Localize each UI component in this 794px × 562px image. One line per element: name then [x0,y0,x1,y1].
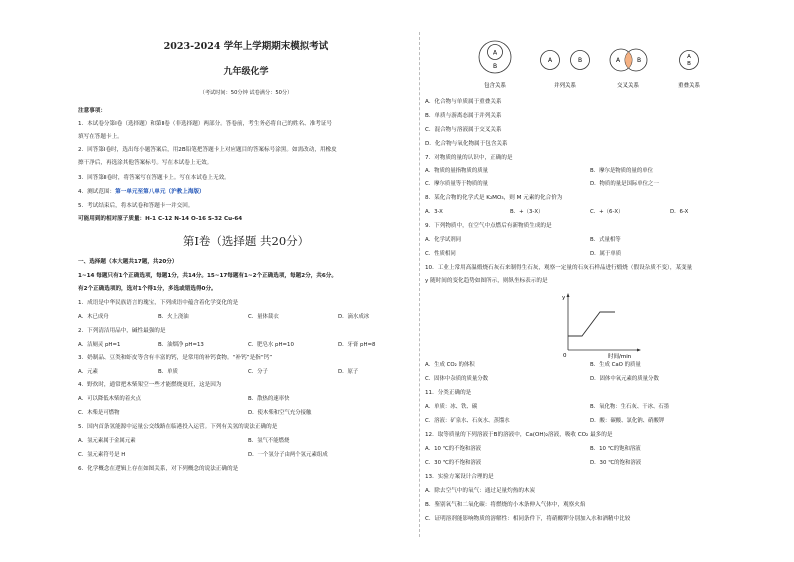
overlap-label-b: B [687,61,691,67]
graph-y-label: y [562,295,566,301]
parallel-label-b: B [577,57,583,64]
exam-info: （考试时间：50分钟 试卷满分：50分） [199,90,293,96]
q6-stem: 6．化学概念在逻辑上存在如图关系，对下列概念的说法正确的是 [78,466,239,472]
q8-option-d[interactable]: D．6-X [670,209,689,215]
q7-option-b[interactable]: B．摩尔是物质的量的单位 [590,168,653,174]
q4-option-c[interactable]: C．木柴是可燃物 [78,410,120,416]
section1-desc-1: 1~14 每题只有1个正确选项，每题1分，共14分。15~17每题有1~2个正确选项，每题2分，共6分。 [78,273,337,279]
q1-stem: 1．成语是中华民族语言的瑰宝，下列成语中蕴含着化学变化的是 [78,300,239,306]
q2-option-a[interactable]: A．洁厕灵 pH=1 [78,342,121,348]
q9-option-d[interactable]: D．属于单质 [590,251,622,257]
q11-option-a[interactable]: A．单质：冰、铁、碳 [425,404,478,410]
note-2b: 擦干净后，再选涂其他答案标号。写在本试卷上无效。 [78,160,213,166]
graph-curve [568,312,615,336]
section1-desc-2: 有2个正确选项的，选对1个得1分，多选或错选得0分。 [78,286,217,292]
graph-x-arrow [637,349,641,352]
note-5: 5．考试结束后，将本试卷和答题卡一并交回。 [78,203,194,209]
graph-origin-label: 0 [563,353,567,359]
q12-option-c[interactable]: C．30 ℃的不饱和溶液 [425,460,482,466]
q5-option-b[interactable]: B．氢气不能燃烧 [248,438,290,444]
q10-option-d[interactable]: D．固体中氧元素的质量分数 [590,376,659,382]
q10-line-2: y 随时间的变化趋势如图所示，则纵坐标表示的是 [425,278,548,284]
q11-option-b[interactable]: B．氧化物：生石灰、干冰、石墨 [590,404,670,410]
q12-option-a[interactable]: A．10 ℃的不饱和溶液 [425,446,482,452]
q4-stem: 4．野炊时，通常把木柴架空一些才能燃烧更旺，这是因为 [78,382,222,388]
exam-subject: 九年级化学 [223,67,269,77]
q9-option-c[interactable]: C．性质相同 [425,251,456,257]
section1-heading: 一、选择题（本大题共17题，共20分） [78,259,178,265]
q10-line-1: 10．工业上常用高温煅烧石灰石来制得生石灰，观察一定量的石灰石样品进行煅烧（假设杂质不变），某变量 [425,265,693,271]
note-3: 3．回答第Ⅱ卷时，将答案写在答题卡上。写在本试卷上无效。 [78,175,230,181]
note-2a: 2．回答第Ⅰ卷时，选出每小题答案后，用2B铅笔把答题卡上对应题目的答案标号涂黑。如需改动，用橡皮 [78,147,337,153]
q11-option-d[interactable]: D．酸：碳酸、氯化钠、硝酸钾 [590,418,665,424]
overlap-label-a: A [687,54,691,60]
q4-option-b[interactable]: B．散热的速率快 [248,396,290,402]
inclusion-label-b: B [492,63,498,70]
relation-diagram [425,30,725,96]
graph-y-arrow [567,293,570,297]
q10-graph [560,290,650,360]
q1-option-a[interactable]: A．木已成舟 [78,314,109,320]
intersect-label-b: B [636,57,642,64]
note-4: 4．测试范围：第一单元至第八单元（沪教上海版） [78,189,205,195]
q8-option-b[interactable]: B．+（3-X） [510,209,544,215]
q13-option-b[interactable]: B．鉴别氧气和二氧化碳：将燃烧的小木条伸入气体中，观察火焰 [425,502,586,508]
q13-option-c[interactable]: C．证明溶剂能影响物质的溶解性：相同条件下，将硝酸钾分别加入水和酒精中比较 [425,516,631,522]
q5-option-c[interactable]: C．氢元素符号是 H [78,452,126,458]
note-1a: 1．本试卷分第Ⅰ卷（选择题）和第Ⅱ卷（非选择题）两部分。答卷前，考生务必将自己的姓名、准考证号 [78,121,333,127]
q3-option-a[interactable]: A．元素 [78,369,98,375]
graph-x-label: 时间/min [608,354,632,360]
parallel-label-a: A [547,57,553,64]
caption-overlap: 重叠关系 [677,83,701,89]
inclusion-label-a: A [492,49,498,57]
q2-option-d[interactable]: D．牙膏 pH=8 [338,342,376,348]
note-1b: 填写在答题卡上。 [78,134,123,140]
q3-option-c[interactable]: C．分子 [248,369,268,375]
q5-option-d[interactable]: D．一个氢分子由两个氢元素组成 [248,452,328,458]
q2-option-b[interactable]: B．油烟净 pH=13 [158,342,204,348]
q9-option-a[interactable]: A．化学试剂同 [425,237,462,243]
q6-option-d[interactable]: D．化合物与氧化物属于包含关系 [425,141,508,147]
q10-option-a[interactable]: A．生成 CO₂ 的体积 [425,362,475,368]
q5-stem: 5．国内首条氢能源中运量公交线路在临港投入运营。下列有关氢的说法正确的是 [78,424,278,430]
exam-title: 2023-2024 学年上学期期末模拟考试 [163,41,329,52]
q9-option-b[interactable]: B．式量相等 [590,237,621,243]
q2-stem: 2．下列清洁用品中，碱性最强的是 [78,328,166,334]
q12-option-b[interactable]: B．10 ℃的饱和溶液 [590,446,641,452]
q6-option-c[interactable]: C．混合物与溶液属于交叉关系 [425,127,502,133]
q1-option-d[interactable]: D．滴水成冰 [338,314,370,320]
q4-option-d[interactable]: D．使木柴和空气充分接触 [248,410,312,416]
q13-option-a[interactable]: A．除去空气中的氧气：通过足量灼热的木炭 [425,488,536,494]
q8-option-c[interactable]: C．+（6-X） [590,209,624,215]
q6-option-a[interactable]: A．化合物与单质属于重叠关系 [425,99,502,105]
q11-option-c[interactable]: C．溶液：矿泉水、石灰水、蒸馏水 [425,418,510,424]
q7-option-d[interactable]: D．物质的量是国际单位之一 [590,181,659,187]
intersect-label-a: A [615,57,621,64]
q8-option-a[interactable]: A．3-X [425,209,443,215]
q10-option-c[interactable]: C．固体中杂质的质量分数 [425,376,489,382]
q8-stem: 8．某化合物的化学式是 K₂MO₃，则 M 元素的化合价为 [425,195,563,201]
right-column [425,0,725,562]
caption-intersection: 交叉关系 [616,83,640,89]
q4-option-a[interactable]: A．可以降低木柴的着火点 [78,396,141,402]
q5-option-a[interactable]: A．氢元素属于金属元素 [78,438,136,444]
q13-stem: 13．实验方案设计合理的是 [425,474,494,480]
volume-title: 第Ⅰ卷（选择题 共20分） [182,234,310,248]
q1-option-b[interactable]: B．火上浇油 [158,314,189,320]
q12-option-d[interactable]: D．30 ℃的饱和溶液 [590,460,642,466]
q10-option-b[interactable]: B．生成 CaO 的质量 [590,362,641,368]
q12-stem: 12．取等质量的下列溶液于B的溶液中，Ca(OH)₂溶液，吸收 CO₂ 最多的是 [425,432,613,438]
q7-option-a[interactable]: A．物质的量指物质的质量 [425,168,488,174]
test-range: 第一单元至第八单元（沪教上海版） [115,189,205,195]
notes-heading: 注意事项： [78,108,106,114]
q6-option-b[interactable]: B．单质与游离态属于并列关系 [425,113,502,119]
q7-stem: 7．对物质的量的认识中，正确的是 [425,155,513,161]
q3-stem: 3．奶制品、豆类和虾皮等含有丰富的钙，是常用的补钙食物。“补钙”是指“钙” [78,355,273,361]
caption-inclusion: 包含关系 [483,83,507,89]
left-column [78,0,414,562]
q3-option-d[interactable]: D．原子 [338,369,359,375]
column-divider [419,32,420,537]
atomic-masses: 可能用到的相对原子质量：H-1 C-12 N-14 O-16 S-32 Cu-64 [78,216,243,222]
q1-option-c[interactable]: C．量体裁衣 [248,314,279,320]
q11-stem: 11．分类正确的是 [425,390,472,396]
q3-option-b[interactable]: B．单质 [158,369,178,375]
q9-stem: 9．下列物质中，在空气中点燃后有新物质生成的是 [425,223,552,229]
q2-option-c[interactable]: C．肥皂水 pH=10 [248,342,294,348]
caption-parallel: 并列关系 [553,83,577,89]
q7-option-c[interactable]: C．摩尔质量等于物质的量 [425,181,489,187]
